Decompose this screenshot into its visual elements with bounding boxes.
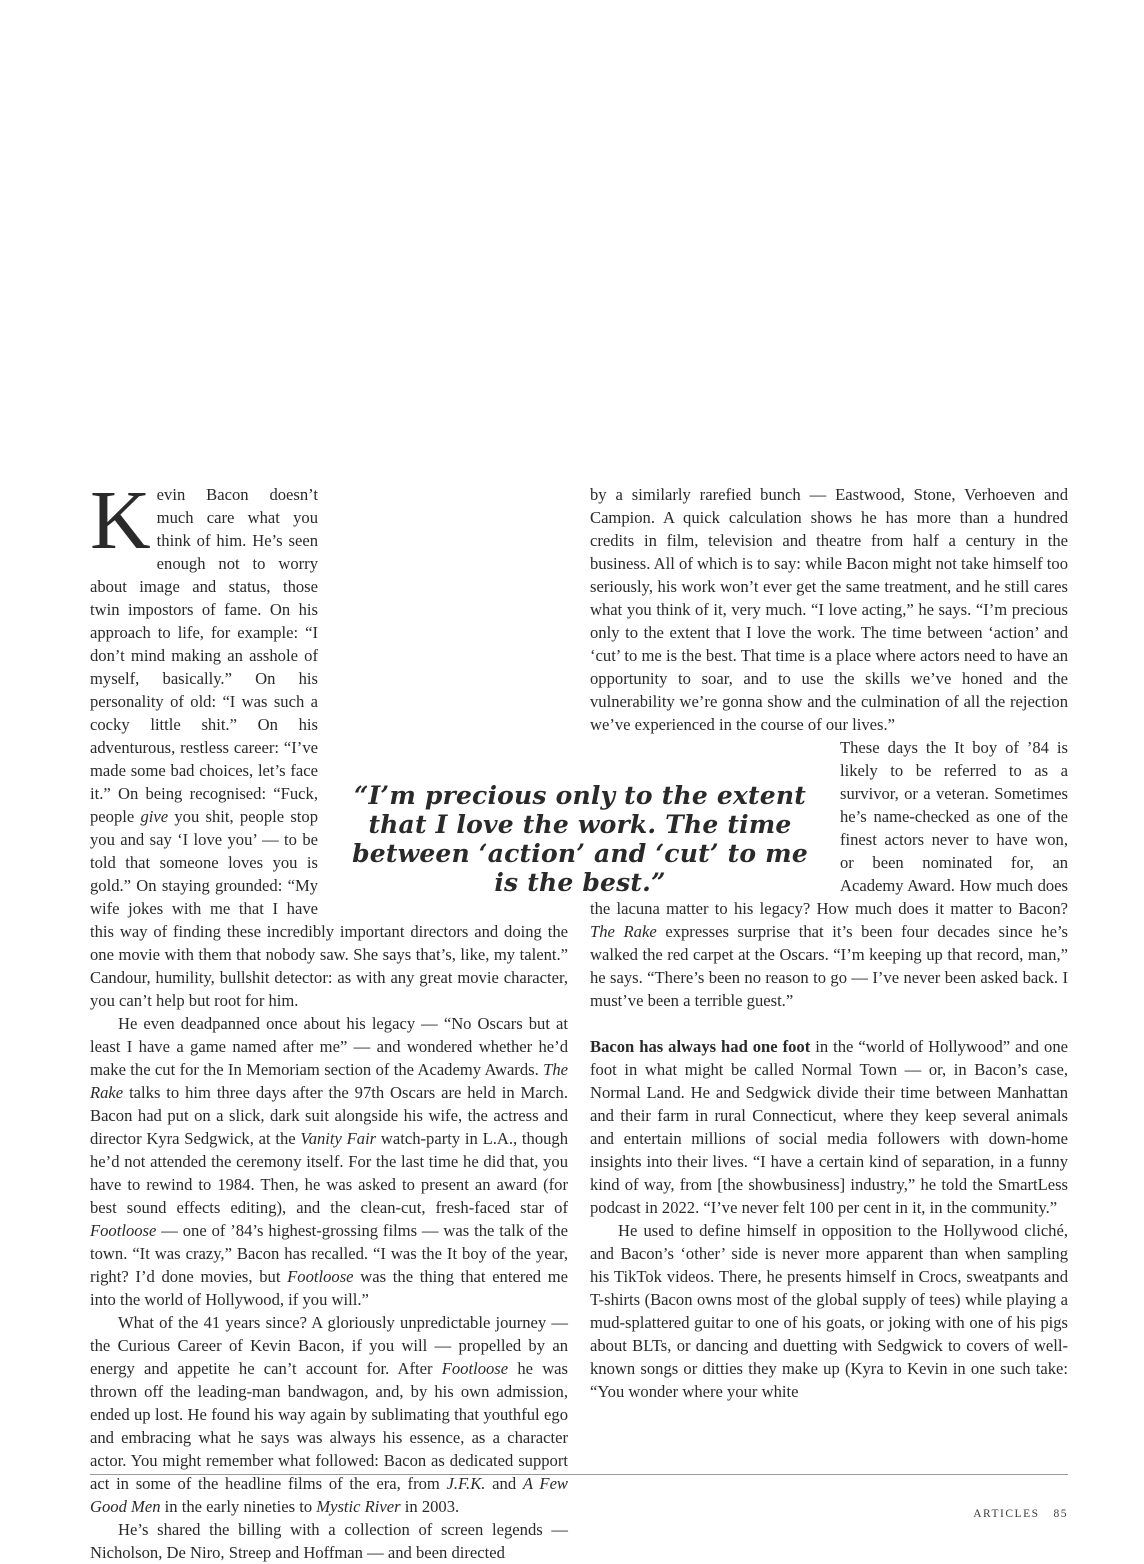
section-break [590,1012,1068,1035]
paragraph-4: He’s shared the billing with a collection of screen legends — Nicholson, De Niro, Streep and Hoffman — and been directed [90,1520,568,1562]
article-column-left [90,474,569,1564]
section-label: ARTICLES [973,1508,1040,1520]
paragraph-6: These days the It boy of ’84 is likely to be referred to as a survivor, or a veteran. Sometimes he’s name-checked as one of the finest actors never to have won, or been nominated for, an Academy Award. How much does the lacuna matter to his legacy? How much does it matter to Bacon? The Rake expresses surprise that it’s been four decades since he’s walked the red carpet at the Oscars. “I’m keeping up that record, man,” he says. “There’s been no reason to go — I’ve never been asked back. I must’ve been a terrible guest.” [590,738,1069,1010]
paragraph-8: He used to define himself in opposition to the Hollywood cliché, and Bacon’s ‘other’ side is never more apparent than when sampling his TikTok videos. There, he presents himself in Crocs, sweatpants and T-shirts (Bacon owns most of the global supply of tees) while playing a mud-splattered guitar to one of his goats, or joking with one of his pigs about BLTs, or dancing and duetting with Sedgwick to covers of well-known songs or ditties they make up (Kyra to Kevin in one such take: “You wonder where your white [590,1221,1068,1401]
drop-cap: K [90,474,151,567]
paragraph-7: Bacon has always had one foot in the “world of Hollywood” and one foot in what might be called Normal Town — or, in Bacon’s case, Normal Land. He and Sedgwick divide their time between Manhattan and their farm in rural Connecticut, where they keep several animals and entertain millions of social media followers with down-home insights into their lives. “I have a certain kind of separation, in a funny kind of way, from [the showbusiness] industry,” he told the SmartLess podcast in 2022. “I’ve never felt 100 per cent in it, in the community.” [590,1037,1069,1217]
article-column-right [590,483,1068,1403]
paragraph-2: He even deadpanned once about his legacy — “No Oscars but at least I have a game named after me” — and wondered whether he’d make the cut for the In Memoriam section of the Academy Awards. The Rake talks to him three days after the 97th Oscars are held in March. Bacon had put on a slick, dark suit alongside his wife, the actress and director Kyra Sedgwick, at the Vanity Fair watch-party in L.A., though he’d not attended the ceremony itself. For the last time he did that, you have to rewind to 1984. Then, he was asked to present an award (for best sound effects editing), and the clean-cut, fresh-faced star of Footloose — one of ’84’s highest-grossing films — was the talk of the town. “It was crazy,” Bacon has recalled. “I was the It boy of the year, right? I’d done movies, but Footloose was the thing that entered me into the world of Hollywood, if you will.” [90,1014,569,1309]
pull-quote: “I’m precious only to the extent that I love the work. The time between ‘action’ and ‘cut’ to me is the best.” [352,781,808,897]
paragraph-1: Kevin Bacon doesn’t much care what you think of him. He’s seen enough not to worry about image and status, those twin impostors of fame. On his approach to life, for example: “I don’t mind making an asshole of myself, basically.” On his personality of old: “I was such a cocky little shit.” On his adventurous, restless career: “I’ve made some bad choices, let’s face it.” On being recognised: “Fuck, people give you shit, people stop you and say ‘I love you’ — to be told that someone loves you is gold.” On staying grounded: “My wife jokes with me that I have this way of finding these incredibly important directors and doing the one movie with them that nobody saw. She says that’s, like, my talent.” Candour, humility, bullshit detector: as with any great movie character, you can’t help but root for him. [90,474,568,1010]
page-number: 85 [1053,1508,1068,1520]
page-footer [973,1508,1068,1520]
paragraph-5: by a similarly rarefied bunch — Eastwood, Stone, Verhoeven and Campion. A quick calculation shows he has more than a hundred credits in film, television and theatre from half a century in the business. All of which is to say: while Bacon might not take himself too seriously, his work won’t ever get the same treatment, and he still cares what you think of it, very much. “I love acting,” he says. “I’m precious only to the extent that I love the work. The time between ‘action’ and ‘cut’ to me is the best. That time is a place where actors need to have an opportunity to soar, and to use the skills we’ve honed and the vulnerability we’re gonna show and the culmination of all the rejection we’ve experienced in the course of our lives.” [590,485,1068,734]
paragraph-3: What of the 41 years since? A gloriously unpredictable journey — the Curious Career of Kevin Bacon, if you will — propelled by an energy and appetite he can’t account for. After Footloose he was thrown off the leading-man bandwagon, and, by his own admission, ended up lost. He found his way again by sublimating that youthful ego and embracing what he says was always his essence, as a character actor. You might remember what followed: Bacon as dedicated support act in some of the headline films of the era, from J.F.K. and A Few Good Men in the early nineties to Mystic River in 2003. [90,1313,569,1516]
footer-divider [90,1474,1068,1475]
